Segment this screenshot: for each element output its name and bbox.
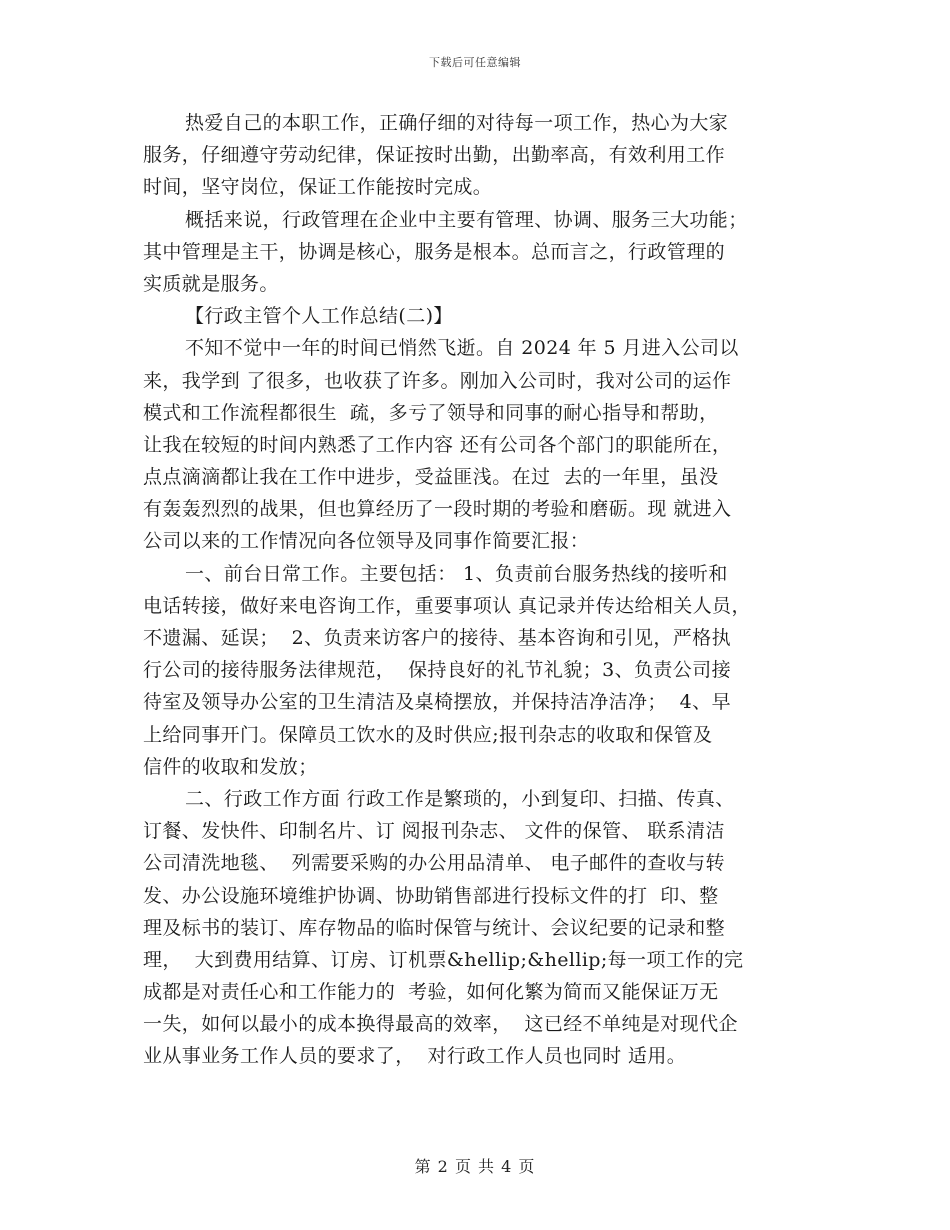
page-header: 下载后可任意编辑	[429, 56, 521, 69]
text-line: 一失，如何以最小的成本换得最高的效率， 这已经不单纯是对现代企	[143, 1013, 738, 1036]
text-line: 实质就是服务。	[143, 272, 279, 295]
text-line: 点点滴滴都让我在工作中进步，受益匪浅。在过 去的一年里，虽没	[143, 466, 719, 489]
section-heading: 【行政主管个人工作总结(二)】	[185, 305, 453, 328]
text-line: 业从事业务工作人员的要求了， 对行政工作人员也同时 适用。	[143, 1045, 687, 1068]
text-line: 待室及领导办公室的卫生清洁及桌椅摆放，并保持洁净洁净； 4、早	[143, 691, 731, 714]
text-line: 订餐、发快件、印制名片、订 阅报刊杂志、 文件的保管、 联系清洁	[143, 820, 725, 843]
text-line: 让我在较短的时间内熟悉了工作内容 还有公司各个部门的职能所在，	[143, 433, 732, 456]
text-line: 时间，坚守岗位，保证工作能按时完成。	[143, 176, 493, 199]
document-body	[143, 107, 815, 1073]
text-line: 公司清洗地毯、 列需要采购的办公用品清单、 电子邮件的查收与转	[143, 852, 725, 875]
text-line: 理， 大到费用结算、订房、订机票&hellip;&hellip;每一项工作的完	[143, 948, 744, 971]
text-line: 行公司的接待服务法律规范， 保持良好的礼节礼貌；3、负责公司接	[143, 659, 731, 682]
page-footer: 第 2 页 共 4 页	[414, 1157, 536, 1176]
text-line: 服务，仔细遵守劳动纪律，保证按时出勤，出勤率高，有效利用工作	[143, 144, 726, 167]
text-line: 模式和工作流程都很生 疏，多亏了领导和同事的耐心指导和帮助，	[143, 401, 719, 424]
text-line: 一、前台日常工作。主要包括： 1、负责前台服务热线的接听和	[185, 562, 728, 585]
text-line: 热爱自己的本职工作，正确仔细的对待每一项工作，热心为大家	[185, 112, 729, 134]
text-line: 信件的收取和发放；	[143, 755, 318, 778]
text-line: 电话转接，做好来电咨询工作，重要事项认 真记录并传达给相关人员，	[143, 594, 751, 617]
text-line: 公司以来的工作情况向各位领导及同事作简要汇报：	[143, 530, 590, 553]
text-line: 二、行政工作方面 行政工作是繁琐的，小到复印、扫描、传真、	[185, 787, 735, 810]
text-line: 不遗漏、延误； 2、负责来访客户的接待、基本咨询和引见，严格执	[143, 627, 731, 649]
text-line: 不知不觉中一年的时间已悄然飞逝。自 2024 年 5 月进入公司以	[185, 337, 739, 360]
text-line: 上给同事开门。保障员工饮水的及时供应;报刊杂志的收取和保管及	[143, 723, 713, 746]
text-line: 概括来说，行政管理在企业中主要有管理、协调、服务三大功能；	[185, 208, 748, 231]
text-line: 成都是对责任心和工作能力的 考验，如何化繁为简而又能保证万无	[143, 981, 719, 1004]
text-line: 来，我学到 了很多，也收获了许多。刚加入公司时，我对公司的运作	[143, 369, 732, 392]
text-line: 理及标书的装订、库存物品的临时保管与统计、会议纪要的记录和整	[143, 916, 726, 939]
text-line: 有轰轰烈烈的战果，但也算经历了一段时期的考验和磨砺。现 就进入	[143, 498, 732, 521]
text-line: 发、办公设施环境维护协调、协助销售部进行投标文件的打 印、整	[143, 884, 719, 907]
text-line: 其中管理是主干，协调是核心，服务是根本。总而言之，行政管理的	[143, 240, 726, 263]
